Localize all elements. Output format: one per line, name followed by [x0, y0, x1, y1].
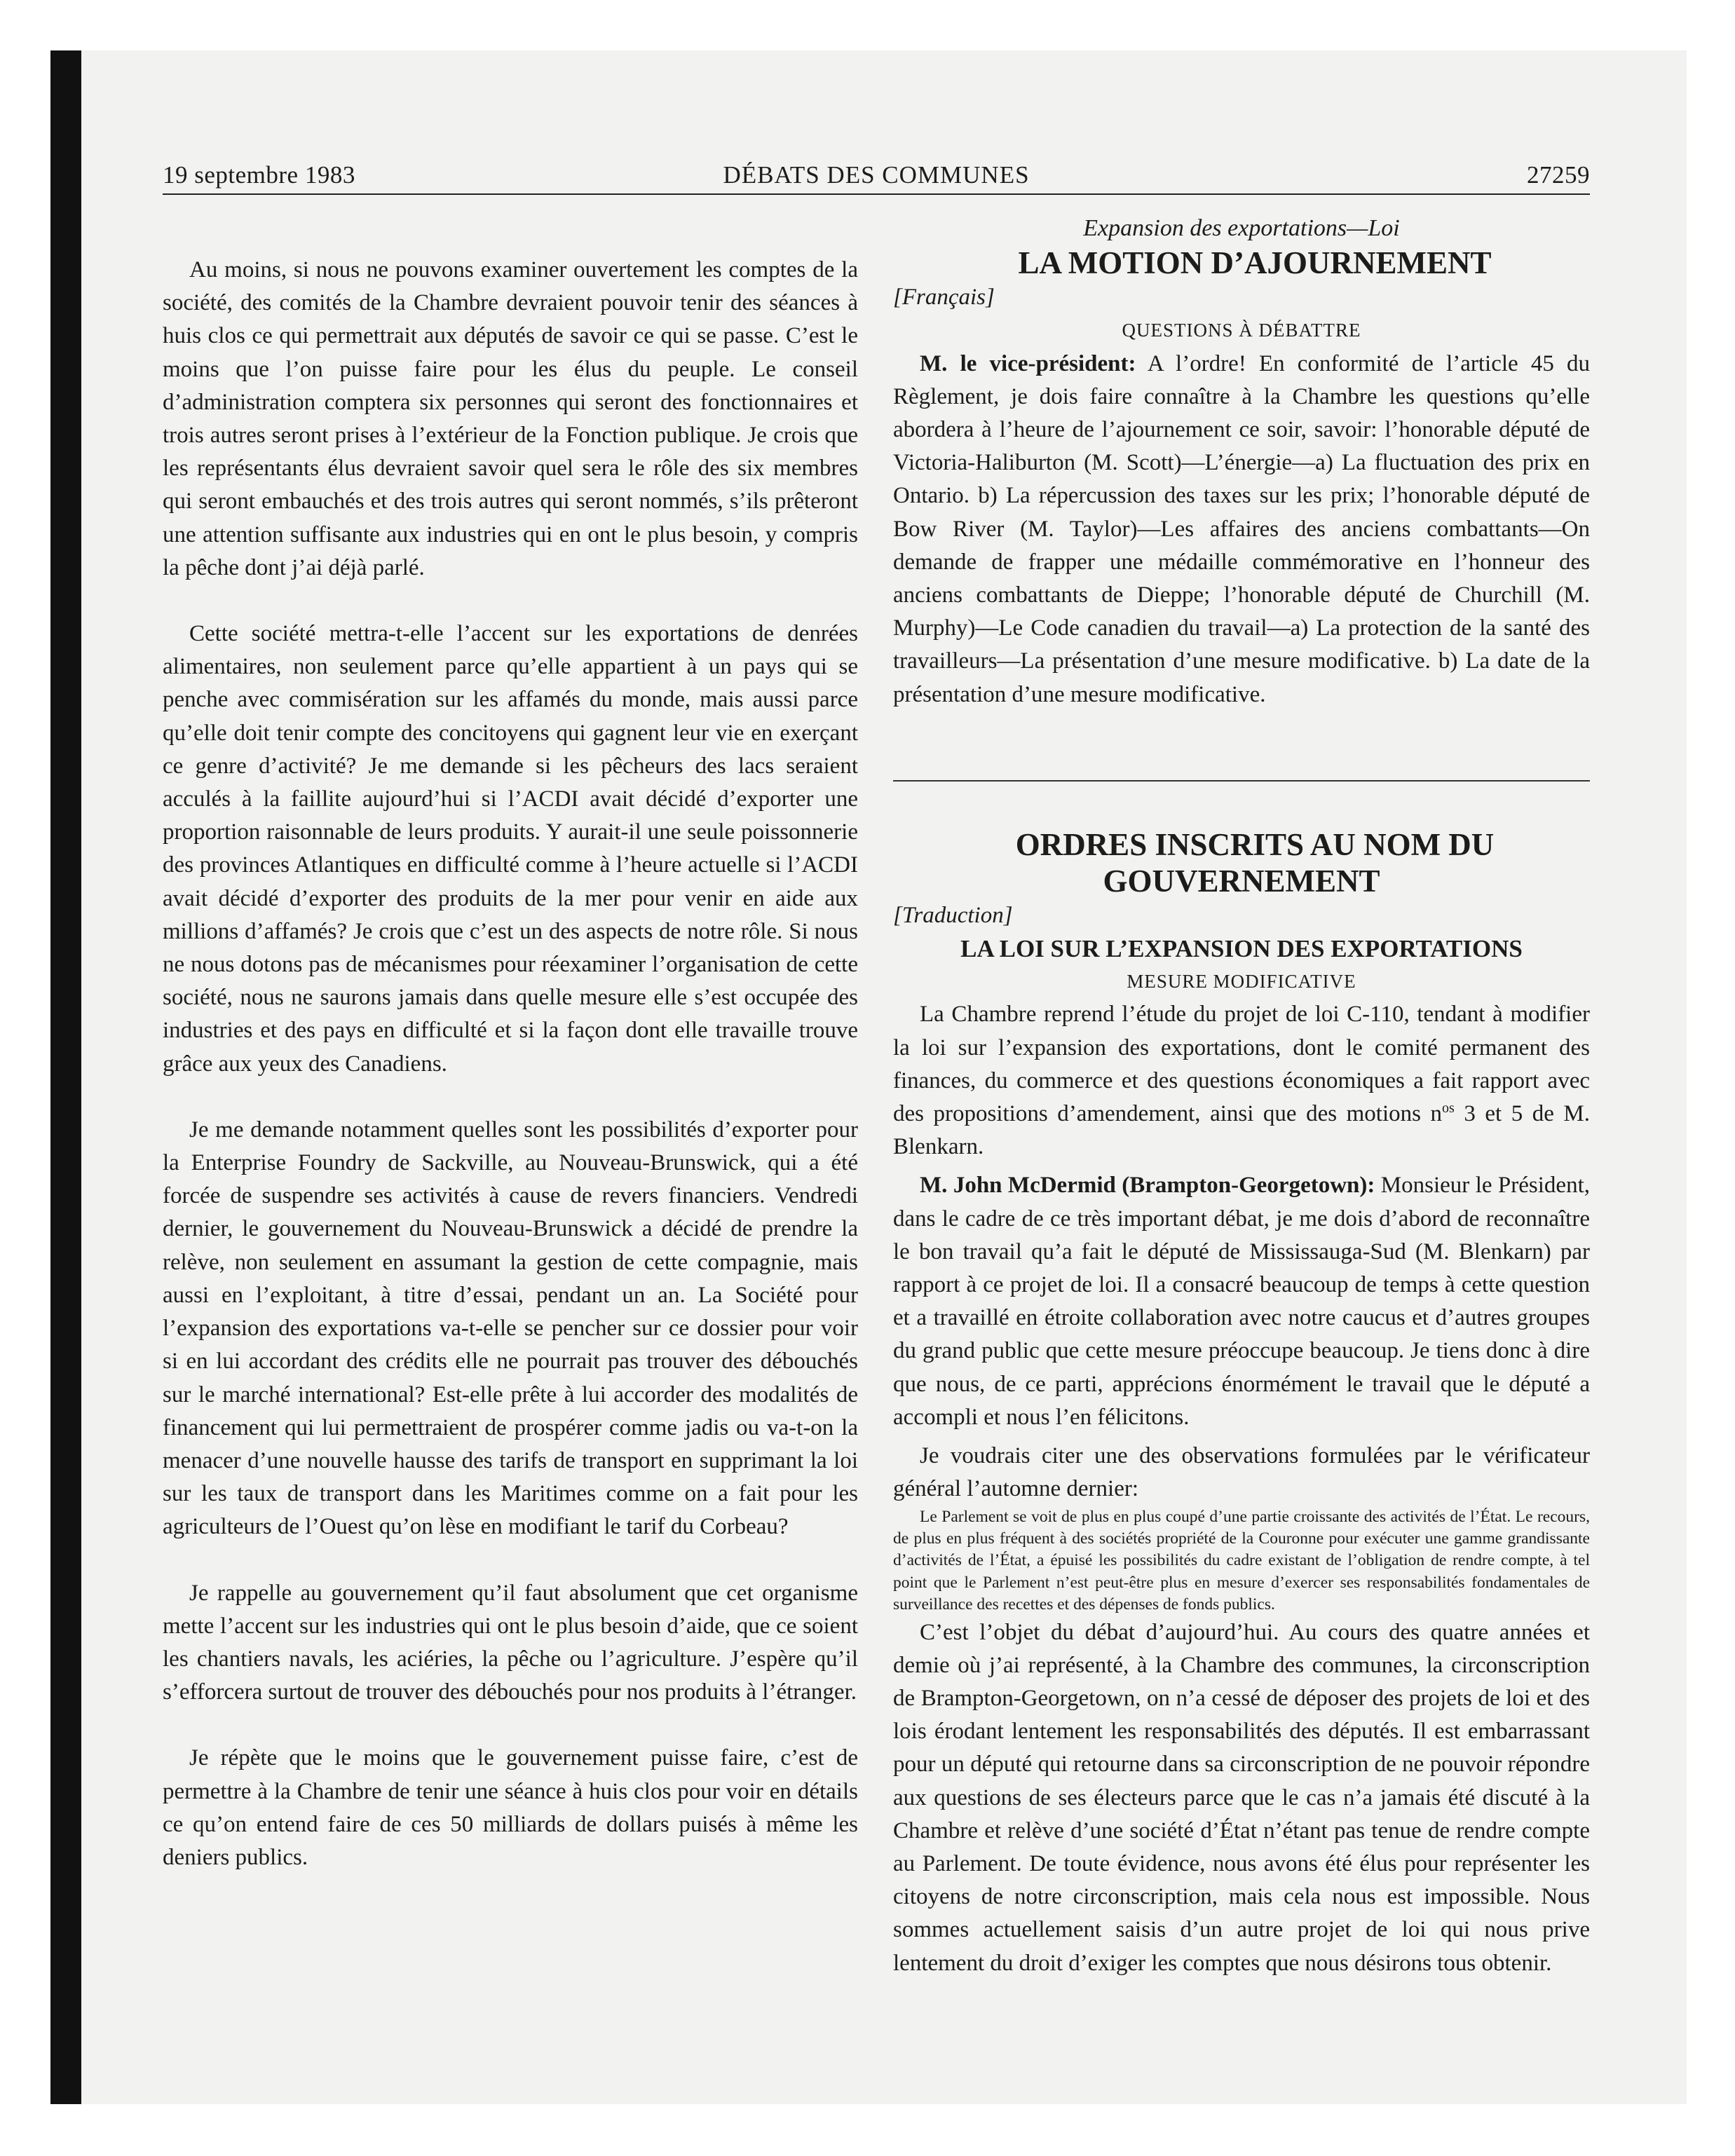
intro-text: La Chambre reprend l’étude du projet de loi C-110, tendant à modifier la loi sur l’expansion des exportations, dont le comité permanent des finances, du commerce et des questions économiques a fait rapport avec des propositions d’amendement, ainsi que des motions n — [893, 1002, 1590, 1127]
page-number: 27259 — [1527, 161, 1590, 189]
paragraph: Je voudrais citer une des observations formulées par le vérificateur général l’automne dernier: — [893, 1443, 1590, 1502]
right-column — [893, 212, 1590, 1980]
paragraph: Au moins, si nous ne pouvons examiner ouvertement les comptes de la société, des comités de la Chambre devraient pouvoir tenir des séances à huis clos ce qui permettrait aux députés de savoir ce qui se passe. C’est le moins que l’on puisse faire pour les élus du peuple. Le conseil d’administration comptera six personnes qui seront des fonctionnaires et trois autres seront prises à l’extérieur de la Fonction publique. Je crois que les représentants élus devraient savoir quel sera le rôle des six membres qui seront embauchés et des trois autres qui seront nommés, s’ils prêteront une attention suffisante aux industries qui en ont le plus besoin, y compris la pêche dont j’ai déjà parlé. — [163, 257, 858, 580]
speaker-name: M. le vice-président: — [920, 350, 1136, 376]
paragraph-intro — [893, 998, 1590, 1164]
bill-subhead: MESURE MODIFICATIVE — [1127, 971, 1356, 992]
header-rule — [163, 193, 1590, 195]
paragraph: Je rappelle au gouvernement qu’il faut absolument que cet organisme mette l’accent sur les industries qui ont le plus besoin d’aide, que ce soient les chantiers navals, les aciéries, la pêche ou l’agriculture. J’espère qu’il s’efforcera surtout de trouver des débouchés pour nos produits à l’étranger. — [163, 1580, 858, 1705]
paragraph-vice-president — [893, 348, 1590, 711]
scan-edge — [50, 50, 81, 2104]
page-header — [163, 161, 1590, 193]
running-head: Expansion des exportations—Loi — [1083, 215, 1400, 241]
paragraph: Je répète que le moins que le gouvernement puisse faire, c’est de permettre à la Chambre de tenir une séance à huis clos pour voir en détails ce qu’on entend faire de ces 50 milliards de dollars puisés à même les deniers publics. — [163, 1745, 858, 1870]
block-quote: Le Parlement se voit de plus en plus coupé d’une partie croissante des activités de l’État. Le recours, de plus en plus fréquent à des sociétés propriété de la Couronne pour exécuter une gamme grandissante d’activités de l’État, a épuisé les possibilités du cadre existant de l’obligation de rendre compte, à tel point que le Parlement n’est peut-être plus en mesure d’exercer ses responsabilités fondamentales de surveillance des recettes et des dépenses de fonds publics. — [893, 1507, 1590, 1614]
language-tag: [Français] — [893, 285, 995, 311]
header-date: 19 septembre 1983 — [163, 161, 355, 189]
intro-text-end: 3 et 5 de M. Blenkarn. — [893, 1101, 1591, 1160]
speaker-name: M. John McDermid (Brampton-Georgetown): — [920, 1173, 1375, 1199]
bill-title: LA LOI SUR L’EXPANSION DES EXPORTATIONS — [960, 935, 1523, 963]
section-title-orders: ORDRES INSCRITS AU NOM DU GOUVERNEMENT — [1015, 826, 1495, 899]
subhead-questions: QUESTIONS À DÉBATTRE — [1122, 320, 1361, 341]
paragraph: Je me demande notamment quelles sont les possibilités d’exporter pour la Enterprise Foundry de Sackville, au Nouveau-Brunswick, qui a été forcée de suspendre ses activités à cause de revers financiers. Vendredi dernier, le gouvernement du Nouveau-Brunswick a décidé de prendre la relève, non seulement en assumant la gestion de cette compagnie, mais aussi en l’exploitant, à titre d’essai, pendant un an. La Société pour l’expansion des exportations va-t-elle se pencher sur ce dossier pour voir si en lui accordant des crédits elle ne pourrait pas trouver des débouchés sur le marché international? Est-elle prête à lui accorder des modalités de financement qui lui permettraient de prospérer comme jadis ou va-t-on la menacer d’une nouvelle hausse des tarifs de transport en supprimant la loi sur les taux de transport dans les Maritimes comme on a fait pour les agriculteurs de l’Ouest qu’on lèse en modifiant le tarif du Corbeau? — [163, 1117, 858, 1540]
speech-text: A l’ordre! En conformité de l’article 45 du Règlement, je dois faire connaître à la Chambre les questions qu’elle abordera à l’heure de l’ajournement ce soir, savoir: l’honorable député de Victoria-Haliburton (M. Scott)—L’énergie—a) La fluctuation des prix en Ontario. b) La répercussion des taxes sur les prix; l’honorable député de Bow River (M. Taylor)—Les affaires des anciens combattants—On demande de frapper une médaille commémorative en l’honneur des anciens combattants de Dieppe; l’honorable député de Churchill (M. Murphy)—Le Code canadien du travail—a) La protection de la santé des travailleurs—La présentation d’une mesure modificative. b) La date de la présentation d’une mesure modificative. — [893, 350, 1590, 707]
section-divider — [893, 780, 1590, 782]
speech-text: Monsieur le Président, dans le cadre de ce très important débat, je me dois d’abord de reconnaître le bon travail qu’a fait le député de Mississauga-Sud (M. Blenkarn) par rapport à ce projet de loi. Il a consacré beaucoup de temps à cette question et a travaillé en étroite collaboration avec notre caucus et d’autres groupes du grand public que cette mesure préoccupe beaucoup. Je tiens donc à dire que nous, de ce parti, apprécions énormément le travail que le député a accompli et nous l’en félicitons. — [893, 1173, 1591, 1430]
paragraph: C’est l’objet du débat d’aujourd’hui. Au cours des quatre années et demie où j’ai représenté, à la Chambre des communes, la circonscription de Brampton-Georgetown, on n’a cessé de déposer des projets de loi et des lois érodant lentement les responsabilités des députés. Il est embarrassant pour un député qui retourne dans sa circonscription de ne pouvoir répondre aux questions de ses électeurs parce que le cas n’a jamais été discuté à la Chambre et relève d’une société d’État n’étant pas tenue de rendre compte au Parlement. De toute évidence, nous avons été élus pour représenter les citoyens de notre circonscription, mais cela nous est impossible. Nous sommes actuellement saisis d’un autre projet de loi qui nous prive lentement du droit d’exiger les comptes que nous désirons tous obtenir. — [893, 1619, 1590, 1976]
header-title: DÉBATS DES COMMUNES — [723, 161, 1030, 189]
paragraph-mcdermid — [893, 1169, 1590, 1434]
left-column — [163, 254, 858, 1874]
language-tag: [Traduction] — [893, 902, 1013, 928]
section-title-adjournment: LA MOTION D’AJOURNEMENT — [1018, 245, 1492, 281]
paragraph: Cette société mettra-t-elle l’accent sur les exportations de denrées alimentaires, non seulement parce qu’elle appartient à un pays qui se penche avec commisération sur les affamés du monde, mais aussi parce qu’elle doit tenir compte des concitoyens qui gagnent leur vie en exerçant ce genre d’activité? Je me demande si les pêcheurs des lacs seraient acculés à la faillite aujourd’hui si l’ACDI avait décidé d’exporter une proportion raisonnable de leurs produits. Y aurait-il une seule poissonnerie des provinces Atlantiques en difficulté comme à l’heure actuelle si l’ACDI avait décidé d’exporter des produits de la mer pour venir en aide aux millions d’affamés? Je crois que c’est un des aspects de notre rôle. Si nous ne nous dotons pas de mécanismes pour réexaminer l’organisation de cette société, nous ne saurons jamais dans quelle mesure elle s’est occupée des industries et des pays en difficulté et si la façon dont elle travaille trouve grâce aux yeux des Canadiens. — [163, 621, 858, 1077]
intro-superscript: os — [1442, 1100, 1455, 1117]
